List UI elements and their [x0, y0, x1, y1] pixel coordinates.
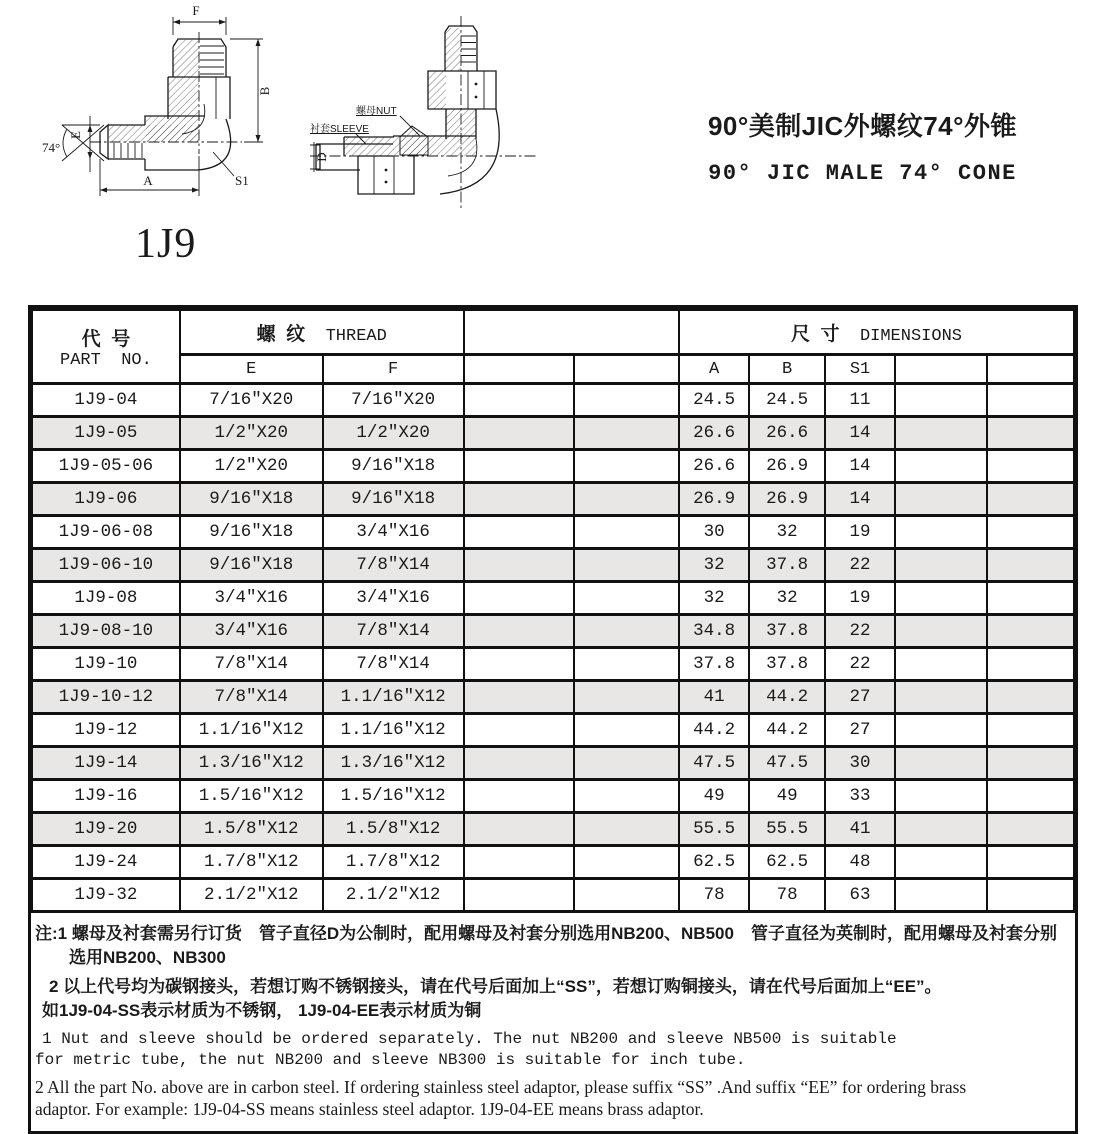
- table-row: [32, 384, 1074, 417]
- cell-blank1: [464, 879, 574, 912]
- table-row: [32, 549, 1074, 582]
- cell-part: 1J9-06-08: [32, 516, 180, 549]
- header-thread: [180, 310, 464, 355]
- cell-b: 44.2: [749, 681, 824, 714]
- angle-label: 74°: [42, 140, 61, 155]
- cell-s1: 27: [825, 681, 895, 714]
- cell-e: 1.3/16″X12: [180, 747, 323, 780]
- cell-blank3: [895, 417, 986, 450]
- table-row: [32, 648, 1074, 681]
- table-row: [32, 681, 1074, 714]
- cell-s1: 22: [825, 549, 895, 582]
- cell-part: 1J9-06-10: [32, 549, 180, 582]
- cell-b: 37.8: [749, 615, 824, 648]
- cell-blank4: [987, 714, 1074, 747]
- cell-a: 44.2: [679, 714, 749, 747]
- cell-blank3: [895, 747, 986, 780]
- cell-blank1: [464, 450, 574, 483]
- cell-b: 44.2: [749, 714, 824, 747]
- assembly-drawing: [298, 4, 548, 224]
- header-col-A: A: [679, 355, 749, 384]
- cell-blank3: [895, 450, 986, 483]
- cell-blank2: [574, 846, 679, 879]
- cell-a: 32: [679, 549, 749, 582]
- cell-blank4: [987, 615, 1074, 648]
- cell-blank4: [987, 582, 1074, 615]
- cell-blank2: [574, 615, 679, 648]
- cell-blank4: [987, 813, 1074, 846]
- cell-s1: 41: [825, 813, 895, 846]
- dimension-F: [173, 3, 226, 35]
- cell-blank4: [987, 549, 1074, 582]
- cell-f: 9/16″X18: [323, 483, 464, 516]
- cell-part: 1J9-32: [32, 879, 180, 912]
- cell-f: 2.1/2″X12: [323, 879, 464, 912]
- cell-f: 1.5/8″X12: [323, 813, 464, 846]
- header-col-F: F: [323, 355, 464, 384]
- cell-f: 1.5/16″X12: [323, 780, 464, 813]
- dim-label-A: A: [143, 173, 153, 188]
- cell-blank1: [464, 747, 574, 780]
- cell-s1: 19: [825, 582, 895, 615]
- cell-blank1: [464, 813, 574, 846]
- cell-blank2: [574, 747, 679, 780]
- table-row: [32, 582, 1074, 615]
- cell-blank3: [895, 648, 986, 681]
- cell-blank1: [464, 483, 574, 516]
- cell-a: 41: [679, 681, 749, 714]
- table-row: [32, 780, 1074, 813]
- cell-a: 37.8: [679, 648, 749, 681]
- cell-part: 1J9-10-12: [32, 681, 180, 714]
- cell-part: 1J9-24: [32, 846, 180, 879]
- cell-blank1: [464, 384, 574, 417]
- cell-e: 1.1/16″X12: [180, 714, 323, 747]
- table-row: [32, 615, 1074, 648]
- cell-part: 1J9-10: [32, 648, 180, 681]
- cell-s1: 14: [825, 450, 895, 483]
- cell-blank3: [895, 681, 986, 714]
- cell-a: 47.5: [679, 747, 749, 780]
- cell-blank2: [574, 879, 679, 912]
- cell-a: 26.6: [679, 417, 749, 450]
- cell-blank4: [987, 846, 1074, 879]
- cell-blank2: [574, 714, 679, 747]
- cell-blank3: [895, 846, 986, 879]
- product-title-en: 90° JIC MALE 74° CONE: [708, 161, 1017, 186]
- cell-e: 9/16″X18: [180, 549, 323, 582]
- assembly-body: [310, 16, 536, 209]
- table-body: [32, 384, 1074, 912]
- cell-f: 7/16″X20: [323, 384, 464, 417]
- cell-blank2: [574, 384, 679, 417]
- cell-e: 7/16″X20: [180, 384, 323, 417]
- cell-b: 26.9: [749, 450, 824, 483]
- cell-blank3: [895, 516, 986, 549]
- cell-e: 1.5/16″X12: [180, 780, 323, 813]
- dimension-A: [100, 156, 199, 196]
- cell-e: 2.1/2″X12: [180, 879, 323, 912]
- header-blank-group: [464, 310, 679, 355]
- cell-b: 26.6: [749, 417, 824, 450]
- dim-label-B: B: [257, 86, 272, 96]
- cell-b: 62.5: [749, 846, 824, 879]
- cell-blank2: [574, 813, 679, 846]
- cell-blank2: [574, 780, 679, 813]
- cell-e: 3/4″X16: [180, 582, 323, 615]
- cell-a: 26.6: [679, 450, 749, 483]
- cell-part: 1J9-14: [32, 747, 180, 780]
- header-dims-en: DIMENSIONS: [859, 326, 962, 346]
- cell-b: 47.5: [749, 747, 824, 780]
- spec-table: [31, 308, 1075, 913]
- cell-blank1: [464, 549, 574, 582]
- cell-blank3: [895, 714, 986, 747]
- cell-blank3: [895, 879, 986, 912]
- note-en-2b: adaptor. For example: 1J9-04-SS means stainless steel adaptor. 1J9-04-EE means brass adaptor.: [35, 1099, 704, 1120]
- cell-blank4: [987, 879, 1074, 912]
- cell-s1: 63: [825, 879, 895, 912]
- fitting-body: [100, 39, 231, 170]
- cell-b: 26.9: [749, 483, 824, 516]
- note-cn-2b: 如1J9-04-SS表示材质为不锈钢， 1J9-04-EE表示材质为铜: [42, 1001, 482, 1021]
- cell-part: 1J9-08: [32, 582, 180, 615]
- cell-e: 1/2″X20: [180, 417, 323, 450]
- cell-blank1: [464, 681, 574, 714]
- cell-e: 1.7/8″X12: [180, 846, 323, 879]
- cell-blank3: [895, 384, 986, 417]
- cell-f: 7/8″X14: [323, 615, 464, 648]
- table-row: [32, 714, 1074, 747]
- cell-a: 34.8: [679, 615, 749, 648]
- cell-e: 1/2″X20: [180, 450, 323, 483]
- header-dimensions: [679, 310, 1074, 355]
- cell-a: 49: [679, 780, 749, 813]
- cell-s1: 33: [825, 780, 895, 813]
- cell-b: 24.5: [749, 384, 824, 417]
- cell-e: 9/16″X18: [180, 483, 323, 516]
- cell-f: 1/2″X20: [323, 417, 464, 450]
- cell-e: 3/4″X16: [180, 615, 323, 648]
- cell-blank2: [574, 417, 679, 450]
- elbow-fitting-drawing: [30, 4, 290, 224]
- cell-blank1: [464, 780, 574, 813]
- cell-f: 1.1/16″X12: [323, 681, 464, 714]
- cell-s1: 11: [825, 384, 895, 417]
- cell-blank1: [464, 516, 574, 549]
- cell-blank4: [987, 648, 1074, 681]
- cell-b: 32: [749, 582, 824, 615]
- dim-label-F: F: [192, 3, 200, 18]
- cell-e: 9/16″X18: [180, 516, 323, 549]
- cell-e: 7/8″X14: [180, 648, 323, 681]
- cell-part: 1J9-05-06: [32, 450, 180, 483]
- nut-label: 螺母NUT: [356, 106, 397, 117]
- dim-label-E: E: [68, 131, 83, 139]
- note-en-1a: 1 Nut and sleeve should be ordered separately. The nut NB200 and sleeve NB500 is suitable: [42, 1029, 897, 1048]
- dimension-E: [62, 116, 100, 172]
- cell-blank3: [895, 615, 986, 648]
- cell-a: 62.5: [679, 846, 749, 879]
- header-part-no-en: PART NO.: [60, 350, 152, 370]
- cell-a: 24.5: [679, 384, 749, 417]
- header-col-blank1: [464, 355, 574, 384]
- cell-f: 1.1/16″X12: [323, 714, 464, 747]
- header-col-B: B: [749, 355, 824, 384]
- table-row: [32, 846, 1074, 879]
- cell-blank1: [464, 582, 574, 615]
- cell-b: 49: [749, 780, 824, 813]
- cell-b: 78: [749, 879, 824, 912]
- table-row: [32, 516, 1074, 549]
- cell-part: 1J9-12: [32, 714, 180, 747]
- dim-label-D: D: [314, 152, 329, 162]
- cell-blank4: [987, 681, 1074, 714]
- cell-blank4: [987, 747, 1074, 780]
- cell-s1: 48: [825, 846, 895, 879]
- header-col-blank4: [987, 355, 1074, 384]
- table-row: [32, 747, 1074, 780]
- table-row: [32, 450, 1074, 483]
- cell-s1: 27: [825, 714, 895, 747]
- cell-blank4: [987, 516, 1074, 549]
- notes-section: [31, 913, 1075, 1131]
- cell-s1: 30: [825, 747, 895, 780]
- cell-b: 55.5: [749, 813, 824, 846]
- note-cn-1a: 注:1 螺母及衬套需另行订货 管子直径D为公制时，配用螺母及衬套分别选用NB200、NB500 管子直径为英制时，配用螺母及衬套分别: [35, 924, 1057, 943]
- table-row: [32, 417, 1074, 450]
- cell-blank2: [574, 450, 679, 483]
- table-header: [32, 310, 1074, 384]
- header-part-no: [32, 310, 180, 384]
- cell-s1: 22: [825, 615, 895, 648]
- cell-a: 55.5: [679, 813, 749, 846]
- header-part-no-cn: 代 号: [81, 328, 131, 350]
- cell-blank2: [574, 483, 679, 516]
- dimension-S1: [213, 152, 249, 188]
- cell-a: 78: [679, 879, 749, 912]
- table-row: [32, 483, 1074, 516]
- dim-label-S1: S1: [235, 173, 249, 188]
- cell-f: 7/8″X14: [323, 549, 464, 582]
- title-block: [670, 106, 1055, 186]
- cell-f: 3/4″X16: [323, 516, 464, 549]
- table-row: [32, 879, 1074, 912]
- dimension-B: [230, 39, 272, 142]
- cell-s1: 14: [825, 483, 895, 516]
- cell-blank4: [987, 450, 1074, 483]
- cell-s1: 19: [825, 516, 895, 549]
- cell-e: 7/8″X14: [180, 681, 323, 714]
- cell-e: 1.5/8″X12: [180, 813, 323, 846]
- cell-part: 1J9-20: [32, 813, 180, 846]
- cell-blank2: [574, 516, 679, 549]
- cell-blank1: [464, 648, 574, 681]
- cell-b: 37.8: [749, 648, 824, 681]
- cell-blank3: [895, 582, 986, 615]
- table-row: [32, 813, 1074, 846]
- note-en-2a: 2 All the part No. above are in carbon steel. If ordering stainless steel adaptor, please suffix “SS” .And suffix “EE” for ordering brass: [35, 1076, 967, 1097]
- cell-blank1: [464, 846, 574, 879]
- cell-part: 1J9-08-10: [32, 615, 180, 648]
- spec-sheet-box: [28, 305, 1078, 1134]
- cell-f: 9/16″X18: [323, 450, 464, 483]
- header-thread-en: THREAD: [325, 326, 387, 346]
- cell-blank4: [987, 384, 1074, 417]
- part-code-heading: 1J9: [135, 221, 197, 267]
- cell-blank2: [574, 582, 679, 615]
- header-col-blank3: [895, 355, 986, 384]
- header-col-E: E: [180, 355, 323, 384]
- cell-a: 30: [679, 516, 749, 549]
- cell-blank1: [464, 615, 574, 648]
- cell-blank3: [895, 780, 986, 813]
- cell-blank4: [987, 780, 1074, 813]
- cell-a: 26.9: [679, 483, 749, 516]
- cell-a: 32: [679, 582, 749, 615]
- cell-f: 1.7/8″X12: [323, 846, 464, 879]
- header-dims-cn: 尺 寸: [790, 323, 840, 345]
- cell-s1: 22: [825, 648, 895, 681]
- cell-b: 37.8: [749, 549, 824, 582]
- cell-f: 7/8″X14: [323, 648, 464, 681]
- note-en-1b: for metric tube, the nut NB200 and sleeve NB300 is suitable for inch tube.: [35, 1050, 746, 1069]
- cell-f: 1.3/16″X12: [323, 747, 464, 780]
- cell-b: 32: [749, 516, 824, 549]
- header-col-S1: S1: [825, 355, 895, 384]
- cell-blank2: [574, 648, 679, 681]
- cell-blank4: [987, 483, 1074, 516]
- note-cn-1b: 选用NB200、NB300: [69, 948, 226, 968]
- cell-part: 1J9-04: [32, 384, 180, 417]
- header-col-blank2: [574, 355, 679, 384]
- cell-part: 1J9-05: [32, 417, 180, 450]
- cell-blank3: [895, 813, 986, 846]
- cell-blank2: [574, 549, 679, 582]
- cell-blank3: [895, 549, 986, 582]
- cell-s1: 14: [825, 417, 895, 450]
- sleeve-label: 衬套SLEEVE: [310, 124, 369, 135]
- cell-f: 3/4″X16: [323, 582, 464, 615]
- header-thread-cn: 螺 纹: [256, 323, 306, 345]
- cell-blank3: [895, 483, 986, 516]
- cell-blank4: [987, 417, 1074, 450]
- cell-part: 1J9-16: [32, 780, 180, 813]
- cell-blank1: [464, 714, 574, 747]
- cell-part: 1J9-06: [32, 483, 180, 516]
- product-title-cn: 90°美制JIC外螺纹74°外锥: [707, 111, 1018, 141]
- cell-blank1: [464, 417, 574, 450]
- cell-blank2: [574, 681, 679, 714]
- cone-angle-74: [42, 125, 104, 161]
- note-cn-2a: 2 以上代号均为碳钢接头，若想订购不锈钢接头，请在代号后面加上“SS”，若想订购铜接头，请在代号后面加上“EE”。: [49, 977, 942, 997]
